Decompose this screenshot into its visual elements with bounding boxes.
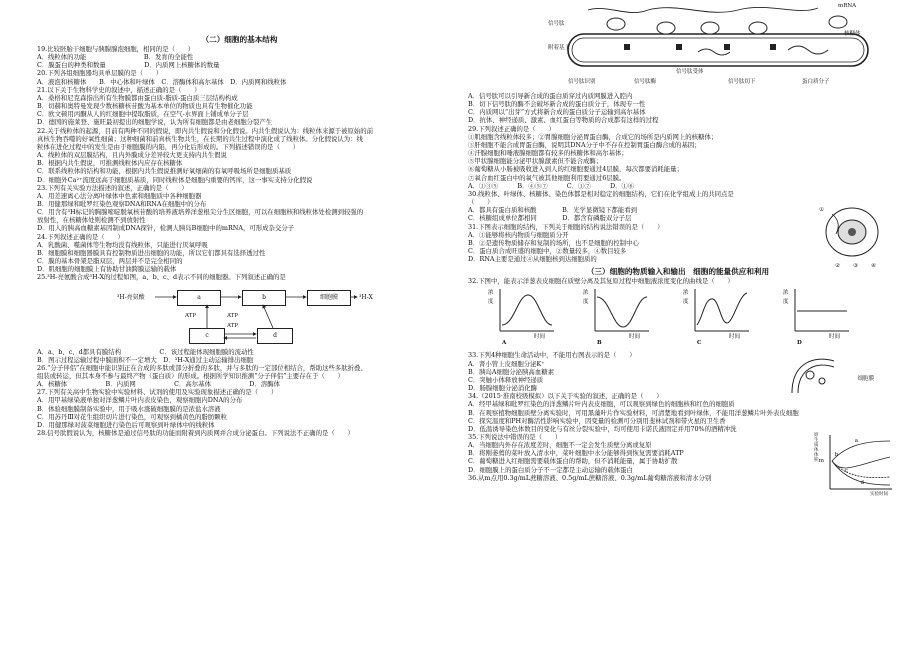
question-line: A．核糖体 B．内质网 C．高尔基体 D．溶酶体 — [37, 380, 280, 389]
question-line: C．内质网以“出芽”方式将新合成的蛋白质分子运输到高尔基体 — [468, 108, 646, 117]
q32-chart-a — [488, 287, 558, 347]
q36-ylabel: 原生质体体积 — [814, 433, 819, 463]
question-line: C．用苏丹Ⅲ对花生组织切片进行染色，可观察到橘黄色的脂肪颗粒 — [37, 412, 227, 421]
q32-charts — [468, 285, 888, 351]
q25-node-c: c — [189, 328, 225, 344]
q31-label-4: ④ — [871, 262, 876, 269]
question-line: A．桑格和尼克森指出所有生物膜都由蛋白质-脂质-蛋白质三层结构构成 — [37, 93, 238, 102]
q32-a-ylabel: 浓度 — [488, 290, 494, 305]
section-title-3: （三）细胞的物质输入和输出 细胞的能量供应和利用 — [586, 267, 770, 277]
q32-d-xlabel: 时间 — [829, 334, 841, 341]
q33-line: B．胰岛A细胞分泌胰高血糖素 — [468, 367, 554, 376]
section-title-2: （二）细胞的基本结构 — [201, 35, 278, 44]
q25-source-label: ³H-亮氨酸 — [117, 293, 145, 301]
right-column — [468, 0, 888, 497]
question-line: D．用健那绿对菠菜细胞进行染色后可观察到叶绿体中的线粒体 — [37, 420, 215, 429]
q28-label-recognition: 信号肽识别 — [568, 79, 596, 85]
question-line: D．用人的胰高血糖素基因制成DNA探针，检测人胰岛B细胞中的mRNA，可形成杂交分子 — [37, 224, 295, 233]
q32-a-plot — [488, 287, 558, 337]
q31-label-1: ① — [819, 206, 824, 213]
q25-stem: 25.³H-亮氨酸合成³H-X的过程如图，a、b、c、d表示不同的细胞器。下列叙述正确的是 — [37, 273, 286, 282]
q35-line: 35.下列说法中错误的是（ ） — [468, 433, 562, 441]
question-line: 21.以下关于生物科学史的叙述中，描述正确的是（ ） — [37, 85, 201, 94]
q33-figure — [788, 353, 848, 397]
question-line: 组装或转运，但其本身不参与最终产物（蛋白质）的形成。根据所学知识推测“分子伴侣”主要存在于（ ） — [37, 372, 344, 380]
q25-atp-label-3: ATP — [227, 322, 239, 329]
q25-diagram — [37, 282, 442, 348]
q28-label-signal: 信号肽 — [548, 21, 565, 27]
q33-line: A．肾小管上皮细胞分泌K⁺ — [468, 359, 545, 368]
q32-b-plot — [583, 287, 653, 337]
question-line: ⑤甲状腺细胞能分泌甲状腺激素但不能合成酶； — [468, 157, 603, 166]
question-line: B．切下信号肽的酶不会破坏新合成的蛋白质分子，体现专一性 — [468, 100, 646, 109]
q33-line: C．突触小体释放神经递质 — [468, 375, 544, 384]
q25-atp-label-2: ATP — [227, 312, 239, 319]
question-line: ⑦氧合血红蛋白中的氧气被其他细胞利用要通过6层膜。 — [468, 173, 626, 182]
question-line: 真核生物吞噬的好氧性细菌；这种细菌和前真核生物共生，在长期的共生过程中演化成了线粒体。分化假说认为：线 — [37, 134, 363, 143]
question-line: A．线粒体的双层膜结构，且内外膜成分差异较大更支持内共生假说 — [37, 151, 227, 160]
q25-atp-label-1: ATP — [185, 312, 197, 319]
question-line: D．肌细胞的细胞膜上有协助甘油跨膜运输的载体 — [37, 265, 177, 274]
q32-d-letter: D — [797, 340, 802, 347]
q32-b-letter: B — [597, 340, 602, 347]
q31-figure — [822, 204, 882, 260]
question-line: 22.关于线粒体的起源，目前有两种不同的假说，即内共生假说和分化假说。内共生假说认为：线粒体来源于被原始的前 — [37, 126, 374, 135]
q28-label-enzyme: 信号肽酶 — [634, 79, 657, 85]
q25-options — [37, 348, 442, 364]
question-line: 粒体在进化过程中的发生是由于细胞膜的内陷，再分化后形成的。下列描述错误的是（ ） — [37, 142, 300, 151]
q32-a-xlabel: 时间 — [534, 334, 546, 341]
question-line: 19.比较胚胎干细胞与胰腺腺泡细胞，相同的是（ ） — [37, 45, 195, 53]
q28-label-mrna: mRNA — [838, 3, 857, 9]
question-line: A．用差速离心法分离叶绿体中色素和细胞质中各种细胞器 — [37, 191, 202, 200]
left-question-block-2 — [37, 364, 442, 437]
q30-line: C．核糖组成单位都相同 D．都含有磷脂双分子层 — [468, 214, 632, 223]
question-line: A．线粒体的功能 B．发育的全能性 — [37, 53, 194, 62]
q36-xlabel: 实验时间 — [870, 492, 888, 497]
q28-label-protein: 蛋白质分子 — [802, 79, 830, 85]
question-line: 23.下列有关实验方法描述的叙述，正确的是（ ） — [37, 183, 188, 192]
question-line: ③肝细胞不能合成胃蛋白酶，说明其DNA分子中不存在控制胃蛋白酶合成的基因； — [468, 140, 701, 149]
q31-label-2: ② — [835, 262, 840, 269]
question-line: A．信号肽可以引导新合成的蛋白质穿过内质网膜进入腔内 — [468, 92, 633, 100]
question-line: 29.下列叙述正确的是（ ） — [468, 124, 555, 133]
question-line: 24.下列叙述正确的是（ ） — [37, 232, 124, 241]
q31-line: B．②是遗传物质储存和复制的场所，也不是细胞的控制中心 — [468, 238, 639, 247]
q35-line: A．当细胞内外存在浓度差时，细胞不一定会发生质壁分离或复原 — [468, 441, 652, 450]
q31-line: A．①能够将核内物质与细胞质分开 — [468, 230, 569, 239]
question-line: D．抗体、神经递质、激素、血红蛋白等物质的合成都有这样的过程 — [468, 116, 659, 125]
q33-line: D．肠腺细胞分泌消化酶 — [468, 384, 538, 393]
question-line: D．德国的施莱登、施旺最初提出的细胞学说，认为所有细胞都是由老细胞分裂产生 — [37, 118, 273, 127]
question-line: C．联系线粒体的结构和功能，根据内共生假说推测好氧细菌的有氧呼吸场所是细胞质基质 — [37, 167, 292, 176]
question-line: ①肌细胞含线粒体较多；②胃腺细胞分泌胃蛋白酶，合成它的场所是内质网上的核糖体； — [468, 132, 718, 141]
question-line: D．细胞外Ca²⁺流度远高于细胞质基质，同时线粒体是细胞内重要的钙库，这一事实支持分化假说 — [37, 175, 313, 184]
question-line: B．切赫和奥特曼发现少数核糖核苷酸为基本单位的物质也具有生物催化功能 — [37, 102, 253, 111]
q25-node-a: a — [177, 290, 221, 306]
question-line: B．体验细胞膜制备实验中，用于吸水涨破细胞膜的是浓盐水溶液 — [37, 404, 221, 413]
q32-c-xlabel: 时间 — [729, 334, 741, 341]
q33-membrane-label: 细胞膜 — [857, 376, 874, 383]
q32-c-ylabel: 浓度 — [683, 290, 689, 305]
question-line: 27.下列有关高中生物实验中实验材料、试剂的使用及实验现象描述正确的是（ ） — [37, 388, 278, 397]
q28-label-ribosome: 核糖体 — [844, 31, 861, 37]
q30-line: 30.线粒体、叶绿体、核糖体、染色体都是相对稳定的细胞结构，它们在化学组成上的共同点是 — [468, 189, 734, 198]
q35-line: D．细胞膜上的蛋白质分子不一定都是主动运输的载体蛋白 — [468, 465, 633, 474]
q31-line: C．蛋白质合成旺盛的细胞中，②数量较多，④数目较多 — [468, 246, 627, 255]
question-line: A．液泡和核糖体 B．中心体和叶绿体 C．溶酶体和高尔基体 D．内质网和线粒体 — [37, 77, 287, 86]
left-question-block — [37, 45, 442, 273]
q25-node-b: b — [242, 290, 286, 306]
question-line: 28.信号肽假说认为，核糖体是通过信号肽的功能而附着到内质网并合成分泌蛋白。下列说法不正确的是（ ） — [37, 429, 354, 438]
q28-label-receptor: 信号肽受体 — [676, 69, 704, 75]
question-line: 放射性，在核糖体处则检测不到放射性 — [37, 216, 146, 225]
question-line: C．用含有³H标记的胸腺嘧啶脱氧核苷酸的培养液培养洋葱根尖分生区细胞，可以在细胞核和线粒体处检测到较强的 — [37, 208, 364, 217]
q25-node-d: d — [257, 328, 293, 344]
question-line: 26.“分子伴侣”在细胞中能识别正在合成的多肽或部分折叠的多肽，并与多肽的一定部位相结合，帮助这些多肽折叠、 — [37, 363, 367, 372]
q32-b-ylabel: 浓度 — [583, 290, 589, 305]
q36-curve-c: c — [844, 468, 848, 474]
q34-line: D．低温诱导染色体数目的变化与有丝分裂实验中，均可使用卡诺氏液固定并用70%的酒精冲洗 — [468, 424, 737, 433]
question-line: C．膜的基本骨架是脂双层，两层并不是完全相同的 — [37, 257, 183, 266]
q25-option-line: B．图示过程运输过程中膜面积不一定增大 D．³H-X通过主动运输排出细胞 — [37, 355, 254, 364]
q34-line: 34.（2015·淮南校级模拟）以下关于实验的叙述，正确的是（ ） — [468, 392, 663, 401]
question-line: B．根据内共生假说，可推测线粒体内应存在核糖体 — [37, 159, 183, 168]
q32-d-ylabel: 浓度 — [783, 290, 789, 305]
question-line: 20.下列各组细胞器均具单层膜的是（ ） — [37, 69, 163, 78]
q34-line: A．经甲基绿和吡罗红染色的洋葱鳞片叶内表皮细胞，可以观察到绿色的细胞核和红色的细胞质 — [468, 400, 735, 409]
q25-product-label: ³H-X — [359, 293, 373, 301]
question-line: A．①③⑤ B．④⑤⑦ C．①⑦ D．①⑥ — [468, 181, 635, 190]
q36-curve-d: d — [860, 480, 864, 486]
question-line: C．膜蛋白的种类和数量 D．内质网上核糖体的数量 — [37, 61, 220, 70]
q25-option-line: A．a、b、c、d都具有膜结构 C．该过程能体现细胞膜的流动性 — [37, 347, 254, 356]
q31-line: D．RNA主要是通过④从细胞核到达细胞质的 — [468, 255, 597, 264]
q35-line: B．将刚萎蔫的菜叶放入清水中，菜叶细胞中水分能够得到恢复需要消耗ATP — [468, 449, 684, 458]
q34-block — [468, 392, 888, 433]
q36-point-m: m — [818, 458, 824, 464]
q30-line: A．都具有蛋白质和核酸 B．光学显微镜下都能看到 — [468, 206, 638, 215]
q30-line: （ ） — [468, 198, 494, 207]
q31-line: 31.下图表示细胞的结构，下列关于细胞的结构说法错误的是（ ） — [468, 222, 664, 231]
q32-a-letter: A — [502, 340, 507, 347]
q36-curve-b: b — [834, 452, 838, 458]
q32-b-xlabel: 时间 — [629, 334, 641, 341]
q34-line: C．探究温度和PH对酶活性影响实验中，因变量的检测可分别用斐林试剂和带火星的卫生香 — [468, 416, 726, 425]
q32-stem: 32.下图中，能表示洋葱表皮细胞在质壁分离及其复原过程中细胞液浓度变化的曲线是（ ） — [468, 277, 734, 286]
q35-line: C．葡萄糖进入红细胞需要载体蛋白的帮助，但不消耗能量，属于协助扩散 — [468, 457, 678, 466]
q36-curve-a: a — [854, 438, 858, 444]
q25-arrows — [37, 282, 442, 348]
q28-figure — [548, 0, 878, 92]
q32-d-plot — [783, 287, 853, 337]
q28-label-cleavage: 信号肽切下 — [728, 79, 756, 85]
q32-c-letter: C — [697, 340, 702, 347]
question-line: A．用甲基绿染液单独对洋葱鳞片叶内表皮染色，观察细胞内DNA的分布 — [37, 396, 243, 405]
q32-c-plot — [683, 287, 753, 337]
q36-stem: 36.从m点用0.3g/mL蔗糖溶液、0.5g/mL蔗糖溶液、0.3g/mL葡萄糖溶液和清水分别 — [468, 473, 712, 482]
q33-line: 33.下列4种细胞生命活动中，不能用右图表示的是（ ） — [468, 351, 636, 360]
question-line: C．欧文顿用丙酮从人的红细胞中提取脂质，在空气-水界面上铺成单分子层 — [37, 110, 249, 119]
question-line: ⑥葡萄糖从小肠被吸收进入到人的红细胞要通过4层膜，每次都要消耗能量； — [468, 165, 683, 174]
q32-chart-c — [683, 287, 753, 347]
q32-chart-b — [583, 287, 653, 347]
left-column — [37, 0, 442, 437]
question-line: B．用健那绿和吡罗红染色观察DNA和RNA在细胞中的分布 — [37, 199, 207, 208]
q28-label-er: 附着基上 — [548, 45, 571, 51]
question-line: ④汗腺细胞和唾液腺细胞都有较多的核糖体和高尔基体； — [468, 149, 628, 158]
q25-membrane-box: 细胞膜 — [307, 290, 351, 306]
q31-label-3: ③ — [853, 262, 858, 269]
q34-line: B．在观察植物细胞质壁分离实验时，可用黑藻叶片作实验材料，可清楚地看到叶绿体，不能用洋葱鳞片叶外表皮细胞 — [468, 408, 799, 417]
question-line: B．细胞膜和细胞器膜具有控制物质进出细胞的功能，所以它们都具有选择透过性 — [37, 248, 266, 257]
right-question-block — [468, 92, 888, 190]
question-line: A．乳酸菌、噬菌体等生物均没有线粒体，只能进行厌氧呼吸 — [37, 240, 208, 249]
q32-chart-d — [783, 287, 853, 347]
